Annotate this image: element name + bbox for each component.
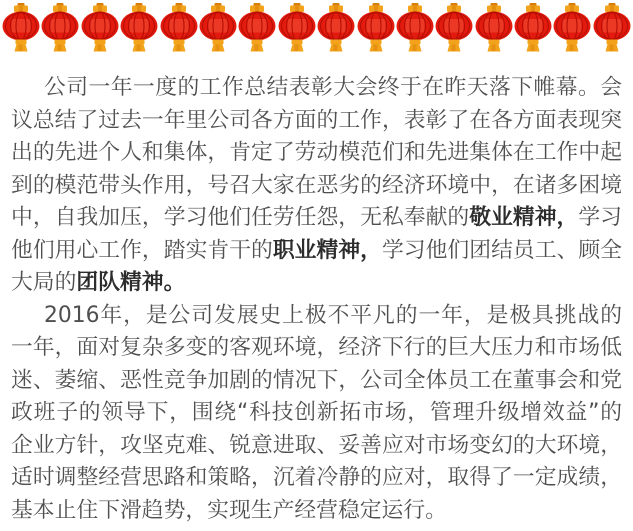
emphasis-term: 敬业精神， [469,205,579,230]
lantern-icon [41,3,79,52]
paragraph-text: 公司一年一度的工作总结表彰大会终于在昨天落下帷幕。会议总结了过去一年里公司各方面的工作，表彰了在各方面表现突出的先进个人和集体，肯定了劳动模范们和先进集体在工作中起到的模范带头作用，号召大家在恶劣的经济环境中，在诸多困境中，自我加压，学习他们任劳任怨，无私奉献的 [11,75,622,230]
article-body [0,72,633,527]
lantern-icon [238,3,276,52]
paragraph-text: 2016年，是公司发展史上极不平凡的一年，是极具挑战的一年，面对复杂多变的客观环境，经济下行的巨大压力和市场低迷、萎缩、恶性竞争加剧的情况下，公司全体员工在董事会和党政班子的领导下，围绕“科技创新拓市场，管理升级增效益”的企业方针，攻坚克难、锐意进取、妥善应对市场变幻的大环境，适时调整经营思路和策略，沉着冷静的应对，取得了一定成绩，基本止住下滑趋势，实现生产经营稳定运行。 [11,302,622,523]
lantern-icon [278,3,316,52]
lantern-icon [81,3,119,52]
emphasis-term: 职业精神， [272,237,382,263]
paragraph-text: 学习他们团结员工、顾全大局的 [11,237,622,295]
lantern-icon [396,3,434,52]
lantern-icon [199,3,237,52]
emphasis-term: 团队精神。 [76,270,186,295]
lantern-icon [120,3,158,52]
lantern-icon [593,3,631,52]
lantern-banner [0,0,633,52]
lantern-icon [317,3,355,52]
lantern-icon [553,3,591,52]
lantern-icon [514,3,552,52]
lantern-icon [435,3,473,52]
paragraph [11,300,622,528]
paragraph [11,72,622,300]
paragraph-text: 学习他们用心工作，踏实肯干的 [11,205,622,263]
lantern-icon [357,3,395,52]
lantern-icon [475,3,513,52]
lantern-icon [2,3,40,52]
lantern-icon [160,3,198,52]
